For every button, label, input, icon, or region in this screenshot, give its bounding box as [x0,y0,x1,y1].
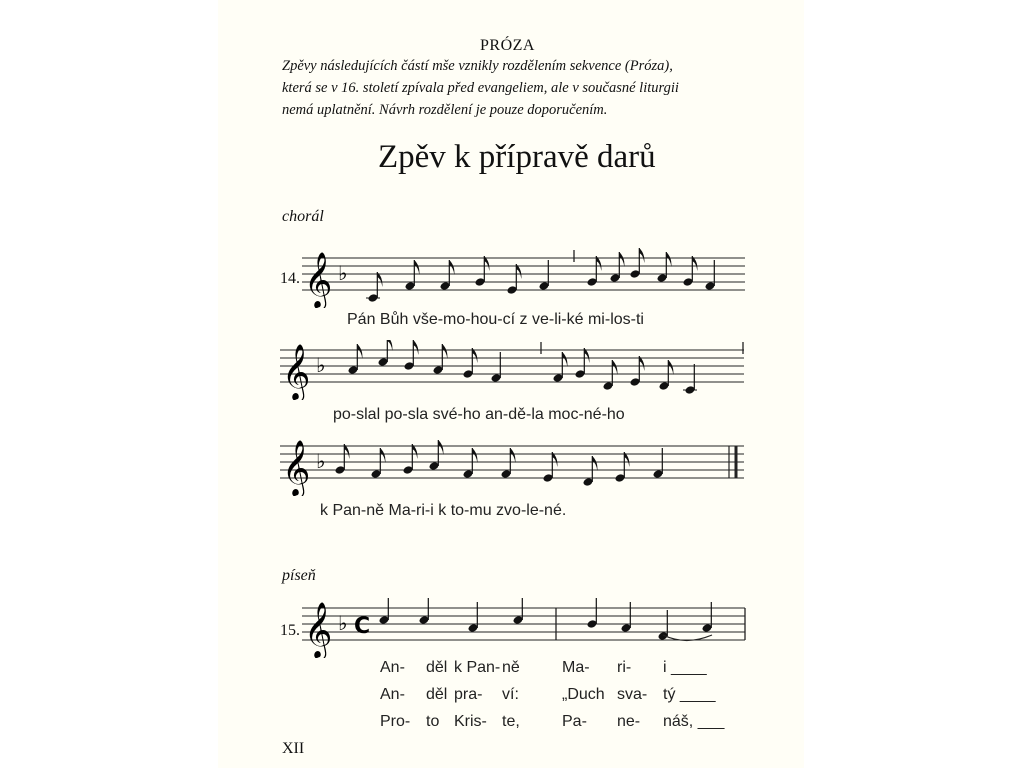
song-syllable: ně [502,659,520,676]
note-flag [668,360,673,375]
intro-line-2: která se v 16. století zpívala před evangeliem, ale v současné liturgii [282,80,679,96]
note-flag [438,440,443,455]
note-flag [414,260,419,275]
note-flag [449,260,454,275]
main-title: Zpěv k přípravě darů [378,139,656,175]
note-flag [442,344,447,359]
note-flag [413,340,418,355]
treble-clef-icon: 𝄞 [304,252,333,308]
chant-staff-3 [278,436,748,496]
treble-clef-icon: 𝄞 [282,440,311,496]
note-flag [562,352,567,367]
song-syllable: An- [380,686,405,703]
note-flag [357,344,362,359]
note-flag [619,252,624,267]
prose-heading: PRÓZA [480,37,535,54]
flat-icon: ♭ [338,611,348,635]
song-label: píseň [282,567,316,584]
chant-staff-1 [300,248,760,308]
song-syllable: to [426,713,440,730]
song-syllable: Pro- [380,713,411,730]
common-time-icon: C [354,614,371,639]
note-flag [639,248,644,263]
treble-clef-icon: 𝄞 [304,602,333,658]
note-flag [510,448,515,463]
note-flag [592,456,597,471]
song-syllable: k Pan- [454,659,501,676]
treble-clef-icon: 𝄞 [282,344,311,400]
chant-label: chorál [282,208,324,225]
song-syllable: Ma- [562,659,590,676]
note-flag [612,360,617,375]
page-number: XII [282,740,305,757]
intro-line-1: Zpěvy následujících částí mše vznikly rozdělením sekvence (Próza), [282,58,673,74]
chant-lyric-1: Pán Bůh vše-mo-hou-cí z ve-li-ké mi-los-ti [347,311,644,328]
song-syllable: náš, ___ [663,713,725,730]
song-syllable: „Duch [562,686,605,703]
song-staff [300,598,760,658]
chant-staff-2 [278,340,748,400]
song-syllable: tý ____ [663,686,716,703]
flat-icon: ♭ [338,261,348,285]
chant-lyric-3: k Pan-ně Ma-ri-i k to-mu zvo-le-né. [320,502,567,519]
song-syllable: ri- [617,659,632,676]
song-syllable: Pa- [562,713,587,730]
flat-icon: ♭ [316,353,326,377]
flat-icon: ♭ [316,449,326,473]
song-syllable: te, [502,713,520,730]
song-syllable: An- [380,659,405,676]
song-syllable: ví: [502,686,519,703]
song-syllable: ne- [617,713,641,730]
note-flag [472,448,477,463]
song-syllable: pra- [454,686,483,703]
song-number: 15. [280,622,300,639]
song-syllable: Kris- [454,713,487,730]
song-syllable: děl [426,686,448,703]
note-flag [380,448,385,463]
note-flag [387,340,392,351]
note-flag [666,252,671,267]
chant-lyric-2: po-slal po-sla své-ho an-dě-la moc-né-ho [333,406,625,423]
song-syllable: děl [426,659,448,676]
intro-line-3: nemá uplatnění. Návrh rozdělení je pouze doporučením. [282,102,608,118]
song-syllable: sva- [617,686,648,703]
chant-number: 14. [280,270,300,287]
song-syllable: i ____ [663,659,707,676]
